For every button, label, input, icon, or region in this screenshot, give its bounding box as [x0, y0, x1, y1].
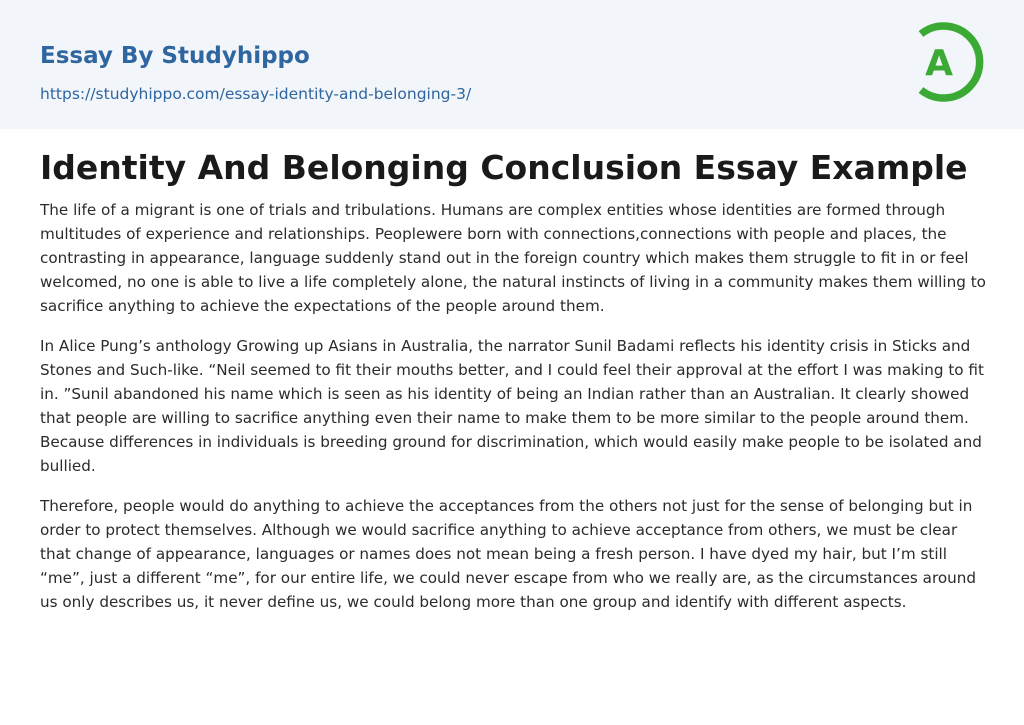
site-header [0, 0, 1024, 129]
essay-paragraph: In Alice Pung’s anthology Growing up Asians in Australia, the narrator Sunil Badami reflects his identity crisis in Sticks and Stones and Such-like. “Neil seemed to fit their mouths better, and I could feel their approval at the effort I was making to fit in. ”Sunil abandoned his name which is seen as his identity of being an Indian rather than an Australian. It clearly showed that people are willing to sacrifice anything even their name to make them to be more similar to the people around them. Because differences in individuals is breeding ground for discrimination, which would easily make people to be isolated and bullied. [40, 337, 984, 475]
essay-paragraph: Therefore, people would do anything to achieve the acceptances from the others not just for the sense of belonging but in order to protect themselves. Although we would sacrifice anything to achieve acceptance from others, we must be clear that change of appearance, languages or names does not mean being a fresh person. I have dyed my hair, but I’m still “me”, just a different “me”, for our entire life, we could never escape from who we really are, as the circumstances around us only describes us, it never define us, we could belong more than one group and identify with different aspects. [40, 497, 977, 611]
studyhippo-logo-icon[interactable] [912, 20, 986, 104]
essay-content [40, 150, 986, 614]
source-url-link[interactable]: https://studyhippo.com/essay-identity-and-belonging-3/ [40, 85, 472, 103]
site-brand[interactable]: Essay By Studyhippo [40, 43, 310, 69]
essay-title: Identity And Belonging Conclusion Essay Example [40, 148, 968, 187]
logo-letter: A [925, 43, 953, 84]
essay-paragraph: The life of a migrant is one of trials and tribulations. Humans are complex entities whose identities are formed through multitudes of experience and relationships. Peoplewere born with connections,connections with people and places, the contrasting in appearance, language suddenly stand out in the foreign country which makes them struggle to fit in or feel welcomed, no one is able to live a life completely alone, the natural instincts of living in a community makes them willing to sacrifice anything to achieve the expectations of the people around them. [40, 201, 986, 315]
